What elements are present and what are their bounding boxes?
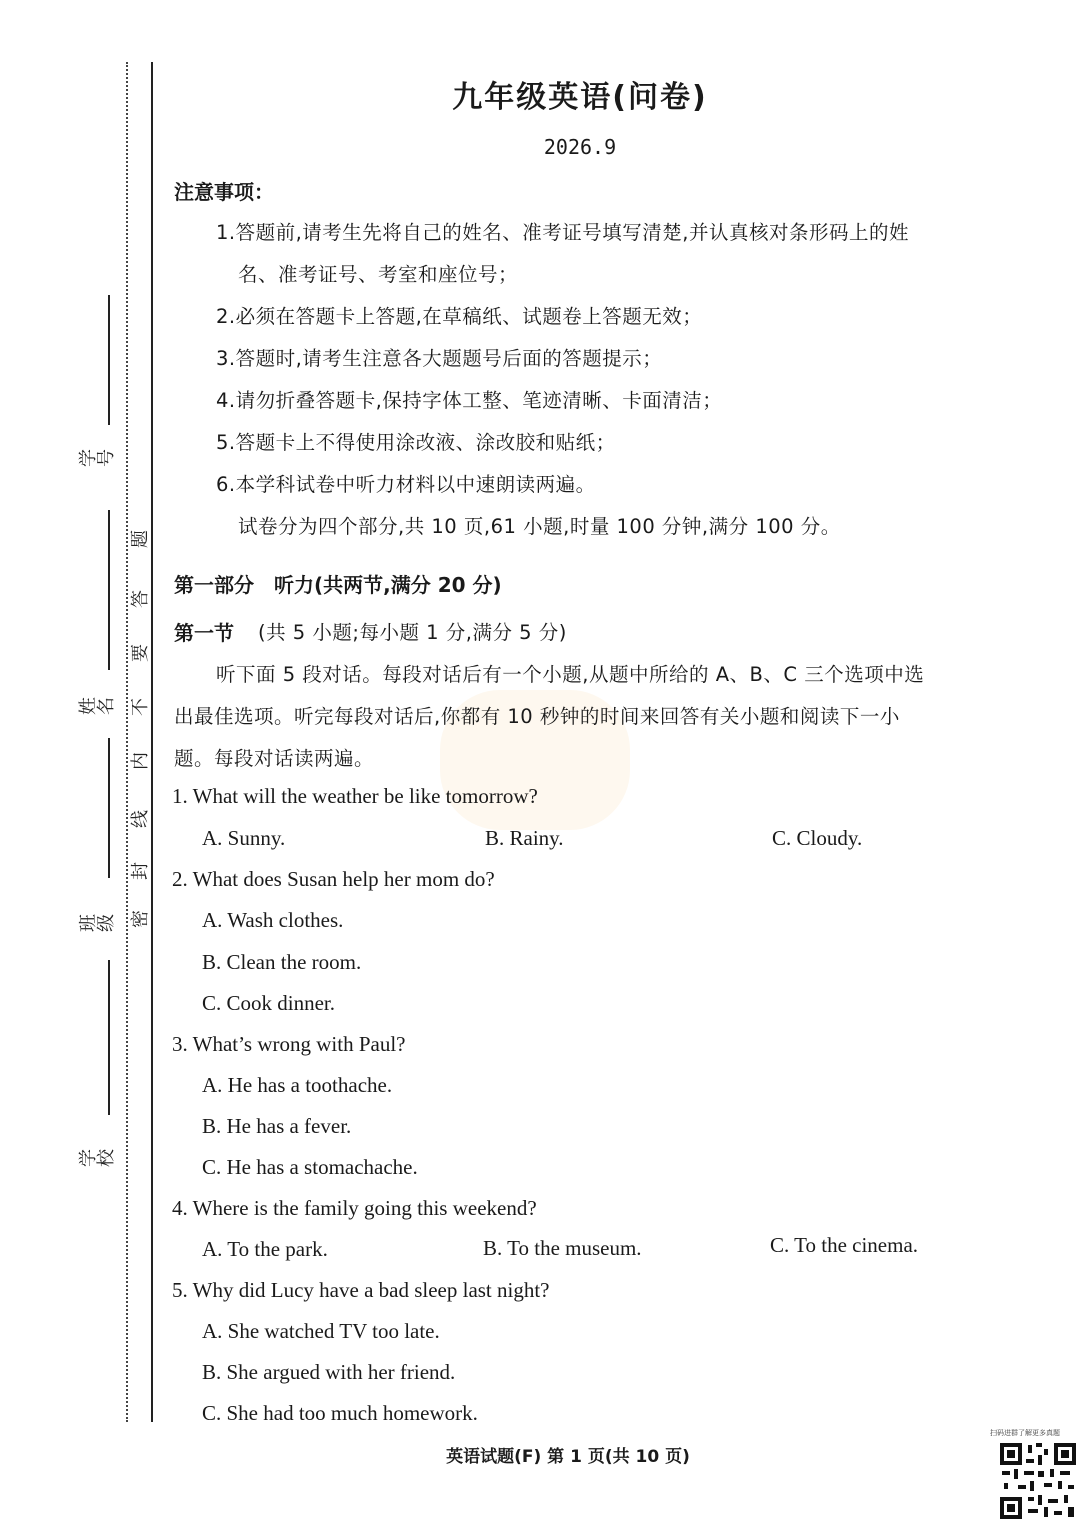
field-label-school: 学校: [78, 1149, 117, 1167]
instruction-line: 题。每段对话读两遍。: [174, 747, 375, 770]
instruction-line: 出最佳选项。听完每段对话后,你都有 10 秒钟的时间来回答有关小题和阅读下一小: [174, 705, 900, 728]
option-a[interactable]: A. To the park.: [202, 1237, 328, 1261]
instruction-line: 听下面 5 段对话。每段对话后有一个小题,从题中所给的 A、B、C 三个选项中选: [216, 663, 925, 686]
field-line-student-id[interactable]: [108, 295, 110, 425]
notice-item: 2.必须在答题卡上答题,在草稿纸、试题卷上答题无效；: [216, 305, 703, 328]
question-text: 1. What will the weather be like tomorrow?: [172, 784, 538, 808]
option-b[interactable]: B. Clean the room.: [202, 950, 362, 974]
seal-dotted-line: [126, 62, 128, 1422]
part-heading: 第一部分 听力(共两节,满分 20 分): [174, 573, 502, 597]
option-b[interactable]: B. Rainy.: [485, 826, 564, 850]
seal-char: 密: [130, 910, 151, 928]
notice-summary: 试卷分为四个部分,共 10 页,61 小题,时量 100 分钟,满分 100 分。: [238, 515, 841, 538]
option-c[interactable]: C. He has a stomachache.: [202, 1155, 418, 1179]
question-text: 3. What’s wrong with Paul?: [172, 1032, 406, 1056]
seal-char: 线: [130, 810, 151, 828]
option-c[interactable]: C. She had too much homework.: [202, 1401, 478, 1425]
notice-item: 3.答题时,请考生注意各大题题号后面的答题提示；: [216, 347, 663, 370]
notice-item: 5.答题卡上不得使用涂改液、涂改胶和贴纸；: [216, 431, 616, 454]
field-line-school[interactable]: [108, 960, 110, 1115]
option-b[interactable]: B. He has a fever.: [202, 1114, 352, 1138]
option-a[interactable]: A. He has a toothache.: [202, 1073, 393, 1097]
field-label-student-id-1: 学号: [78, 449, 117, 467]
question-text: 5. Why did Lucy have a bad sleep last night?: [172, 1278, 550, 1302]
option-b[interactable]: B. To the museum.: [483, 1236, 642, 1260]
field-line-class[interactable]: [108, 738, 110, 878]
option-c[interactable]: C. To the cinema.: [770, 1233, 919, 1257]
notice-item: 4.请勿折叠答题卡,保持字体工整、笔迹清晰、卡面清洁；: [216, 389, 723, 412]
field-label-name: 姓名: [78, 697, 117, 715]
option-b[interactable]: B. She argued with her friend.: [202, 1360, 456, 1384]
notice-heading: 注意事项：: [174, 180, 274, 204]
notice-item: 名、准考证号、考室和座位号；: [238, 263, 519, 286]
option-c[interactable]: C. Cook dinner.: [202, 991, 336, 1015]
seal-char: 要: [130, 644, 151, 662]
field-label-class: 班级: [78, 914, 117, 932]
question-text: 4. Where is the family going this weekend?: [172, 1196, 537, 1220]
exam-date: 2026.9: [543, 135, 617, 159]
seal-char: 不: [130, 698, 151, 716]
question-text: 2. What does Susan help her mom do?: [172, 867, 495, 891]
page-title: 九年级英语(问卷): [452, 80, 708, 115]
section-info: (共 5 小题;每小题 1 分,满分 5 分): [258, 621, 567, 644]
qr-code-icon[interactable]: [998, 1441, 1078, 1521]
option-c[interactable]: C. Cloudy.: [772, 826, 863, 850]
section-heading: 第一节: [174, 621, 234, 645]
option-a[interactable]: A. She watched TV too late.: [202, 1319, 440, 1343]
seal-char: 题: [130, 530, 151, 548]
seal-char: 答: [130, 590, 151, 608]
seal-char: 封: [130, 862, 151, 880]
page-footer: 英语试题(F) 第 1 页(共 10 页): [446, 1447, 690, 1467]
notice-item: 6.本学科试卷中听力材料以中速朗读两遍。: [216, 473, 596, 496]
seal-char: 内: [130, 752, 151, 770]
seal-solid-line: [151, 62, 153, 1422]
field-line-name[interactable]: [108, 510, 110, 670]
option-a[interactable]: A. Wash clothes.: [202, 908, 344, 932]
qr-caption: 扫码进群了解更多真题: [990, 1429, 1060, 1437]
notice-item: 1.答题前,请考生先将自己的姓名、准考证号填写清楚,并认真核对条形码上的姓: [216, 221, 910, 244]
option-a[interactable]: A. Sunny.: [202, 826, 286, 850]
